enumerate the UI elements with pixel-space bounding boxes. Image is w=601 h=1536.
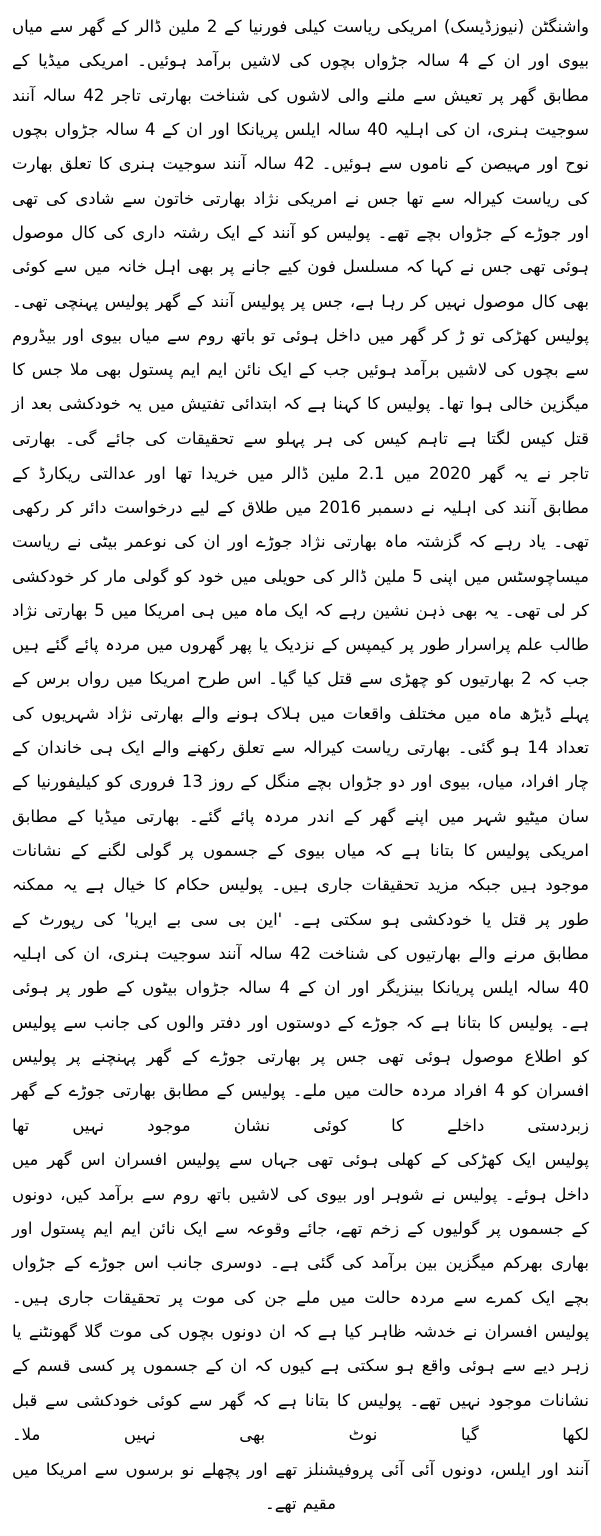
article-paragraph: تاجر نے یہ گھر 2020 میں 2.1 ملین ڈالر میں خریدا تھا اور عدالتی ریکارڈ کے مطابق آنند کی اہلیہ نے دسمبر 2016 میں طلاق کے لیے درخواست دائر کر رکھی تھی۔ یاد رہے کہ گزشتہ ماہ بھارتی نژاد جوڑے اور ان کی نوعمر بیٹی نے ریاست میساچوسٹس میں اپنی 5 ملین ڈالر کی حویلی میں خود کو گولی مار کر خودکشی کر لی تھی۔ یہ بھی ذہن نشین رہے کہ ایک ماہ میں ہی امریکا میں 5 بھارتی نژاد طالب علم پراسرار طور پر کیمپس کے نزدیک یا پھر گھروں میں مردہ پائے گئے ہیں جب کہ 2 بھارتیوں کو چھڑی سے قتل کیا گیا۔ اس طرح امریکا میں رواں برس کے پہلے ڈیڑھ ماہ میں مختلف واقعات میں ہلاک ہونے والے بھارتی نژاد شہریوں کی تعداد 14 ہو گئی۔ بھارتی ریاست کیرالہ سے تعلق رکھنے والے ایک ہی خاندان کے چار افراد، میاں، بیوی اور دو جڑواں بچے منگل کے روز 13 فروری کو کیلیفورنیا کے سان میٹیو شہر میں اپنے گھر کے اندر مردہ پائے گئے۔ بھارتی میڈیا کے مطابق امریکی پولیس کا بتانا ہے کہ میاں بیوی کے جسموں پر گولی لگنے کے نشانات موجود ہیں جبکہ مزید تحقیقات جاری ہیں۔ پولیس حکام کا خیال ہے یہ ممکنہ طور پر قتل یا خودکشی ہو سکتی ہے۔ 'این بی سی بے ایریا' کی رپورٹ کے مطابق مرنے والے بھارتیوں کی شناخت 42 سالہ آنند سوجیت ہنری، ان کی اہلیہ 40 سالہ ایلس پریانکا بینزیگر اور ان کے 4 سالہ جڑواں بیٹوں کے طور پر ہوئی ہے۔ پولیس کا بتانا ہے کہ جوڑے کے دوستوں اور دفتر والوں کی جانب سے پولیس کو اطلاع موصول ہوئی تھی جس پر بھارتی جوڑے کے گھر پہنچنے پر پولیس افسران کو 4 افراد مردہ حالت میں ملے۔ پولیس کے مطابق بھارتی جوڑے کے گھر زبردستی داخلے کا کوئی نشان موجود نہیں تھا (12, 463, 590, 1135)
article-paragraph: واشنگٹن (نیوزڈیسک) امریکی ریاست کیلی فورنیا کے 2 ملین ڈالر کے گھر سے میاں بیوی اور ان کے 4 سالہ جڑواں بچوں کی لاشیں برآمد ہوئیں۔ امریکی میڈیا کے مطابق گھر پر تعیش سے ملنے والی لاشوں کی شناخت بھارتی تاجر 42 سالہ آنند سوجیت ہنری، ان کی اہلیہ 40 سالہ ایلس پریانکا اور ان کے 4 سالہ جڑواں بچوں نوح اور مہیصن کے ناموں سے ہوئیں۔ 42 سالہ آنند سوجیت ہنری کا تعلق بھارت کی ریاست کیرالہ سے تھا جس نے امریکی نژاد بھارتی خاتون سے شادی کی تھی اور جوڑے کے جڑواں بچے تھے۔ پولیس کو آنند کے ایک رشتہ داری کی کال موصول ہوئی تھی جس نے کہا کہ مسلسل فون کیے جانے پر بھی اہل خانہ میں سے کوئی بھی کال موصول نہیں کر رہا ہے، جس پر پولیس آنند کے گھر پولیس پہنچی تھی۔ پولیس کھڑکی تو ڑ کر گھر میں داخل ہوئی تو باتھ روم سے میاں بیوی اور بیڈروم سے بچوں کی لاشیں برآمد ہوئیں جب کے ایک نائن ایم ایم پستول بھی ملا جس کا میگزین خالی ہوا تھا۔ پولیس کا کہنا ہے کہ ابتدائی تفتیش میں یہ خودکشی بعد از قتل کیس لگتا ہے تاہم کیس کی ہر پہلو سے تحقیقات کی جائے گی۔ بھارتی (12, 17, 590, 448)
article-paragraph: آنند اور ایلس، دونوں آئی آئی پروفیشنلز تھے اور پچھلے نو برسوں سے امریکا میں مقیم تھے۔ (12, 1459, 589, 1513)
article-paragraph: پولیس ایک کھڑکی کے کھلی ہوئی تھی جہاں سے پولیس افسران اس گھر میں داخل ہوئے۔ پولیس نے شوہر اور بیوی کی لاشیں باتھ روم سے برآمد کیں، دونوں کے جسموں پر گولیوں کے زخم تھے، جائے وقوعہ سے ایک نائن ایم ایم پستول اور بھاری بھرکم میگزین بین برآمد کی گئی ہے۔ دوسری جانب اس جوڑے کے جڑواں بچے ایک کمرے سے مردہ حالت میں ملے جن کی موت پر تحقیقات جاری ہیں۔ پولیس افسران نے خدشہ ظاہر کیا ہے کہ ان دونوں بچوں کی موت گلا گھونٹنے یا زہر دیے سے ہوئی واقع ہو سکتی ہے کیوں کہ ان کے جسموں پر کسی قسم کے نشانات موجود نہیں تھے۔ پولیس کا بتانا ہے کہ گھر سے کوئی خودکشی سے قبل لکھا گیا نوٹ بھی نہیں ملا۔ (12, 1150, 589, 1444)
